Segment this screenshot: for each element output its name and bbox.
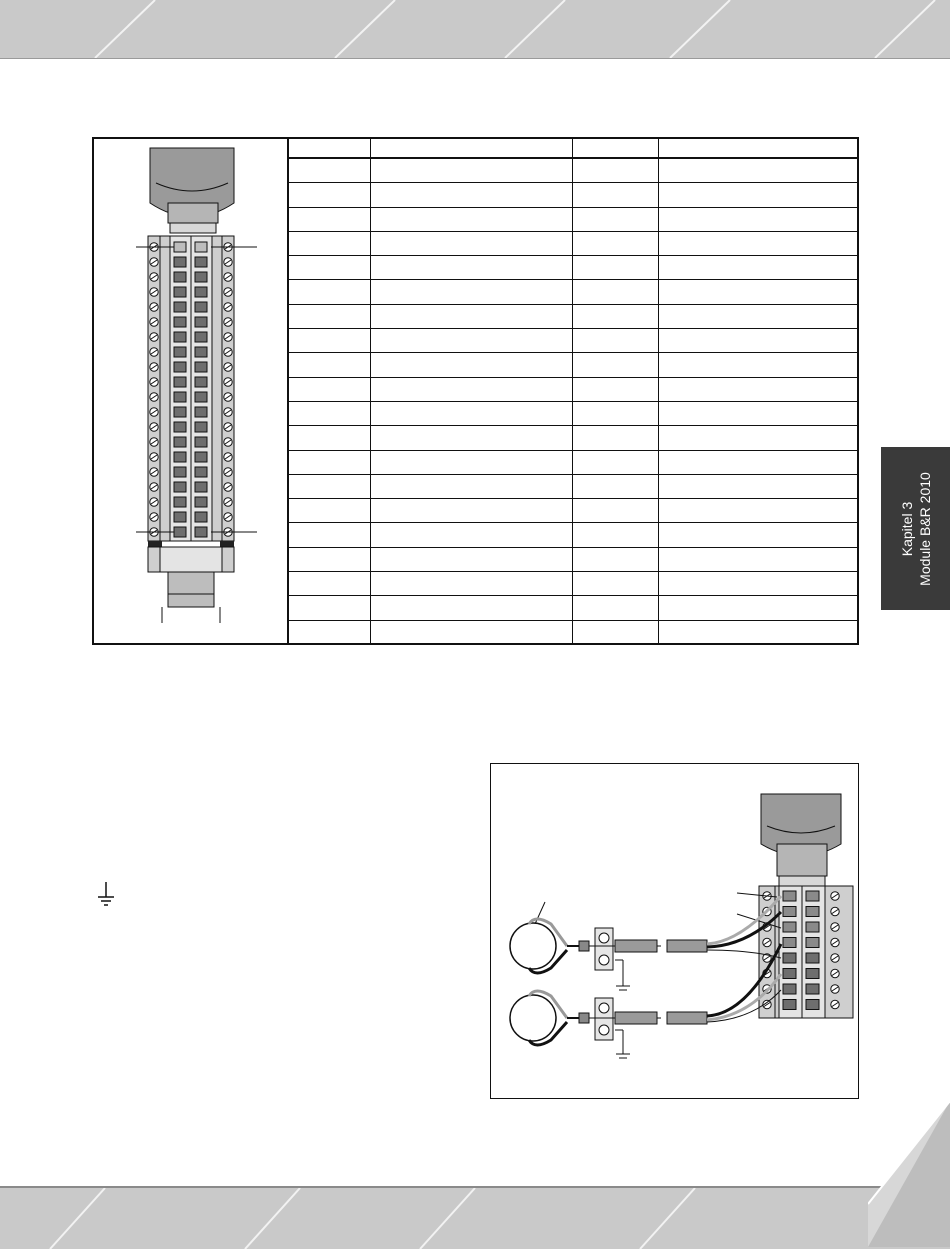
pin-table-cell bbox=[370, 547, 572, 571]
table-row bbox=[287, 183, 857, 207]
pin-table-cell bbox=[370, 329, 572, 353]
pin-table-cell bbox=[658, 353, 857, 377]
sensor-wiring-diagram bbox=[491, 764, 858, 1098]
pin-table-cell bbox=[370, 207, 572, 231]
terminal-contact bbox=[195, 287, 207, 297]
pin-table-cell bbox=[287, 158, 370, 183]
pin-table-cell bbox=[572, 329, 658, 353]
terminal-contact bbox=[174, 317, 186, 327]
terminal-contact bbox=[783, 969, 796, 979]
terminal-contact bbox=[195, 302, 207, 312]
terminal-contact bbox=[195, 497, 207, 507]
pin-table-cell bbox=[287, 572, 370, 596]
table-row bbox=[287, 231, 857, 255]
pin-table-cell bbox=[287, 280, 370, 304]
table-row bbox=[287, 207, 857, 231]
pin-table-cell bbox=[287, 474, 370, 498]
terminal-contact bbox=[174, 467, 186, 477]
pin-table-header-cell bbox=[287, 139, 370, 158]
pin-table-cell bbox=[370, 620, 572, 644]
pin-table-cell bbox=[658, 547, 857, 571]
terminal-contact bbox=[806, 953, 819, 963]
pin-table-cell bbox=[572, 207, 658, 231]
wiring-diagram-figure bbox=[490, 763, 859, 1099]
terminal-contact bbox=[174, 422, 186, 432]
pin-table-cell bbox=[658, 572, 857, 596]
pin-table-cell bbox=[658, 474, 857, 498]
terminal-contact bbox=[195, 392, 207, 402]
pin-table-cell bbox=[287, 304, 370, 328]
terminal-contact bbox=[174, 302, 186, 312]
footer-stripes bbox=[0, 1188, 950, 1249]
table-row bbox=[287, 620, 857, 644]
pin-assignment-figure bbox=[92, 137, 859, 645]
terminal-contact bbox=[195, 317, 207, 327]
pin-table-cell bbox=[370, 572, 572, 596]
pin-table-cell bbox=[572, 280, 658, 304]
terminal-contact bbox=[806, 938, 819, 948]
terminal-contact bbox=[195, 257, 207, 267]
terminal-contact bbox=[174, 482, 186, 492]
pin-table-cell bbox=[572, 572, 658, 596]
table-row bbox=[287, 329, 857, 353]
pin-table-cell bbox=[370, 353, 572, 377]
table-row bbox=[287, 547, 857, 571]
table-row bbox=[287, 499, 857, 523]
terminal-contact bbox=[783, 891, 796, 901]
pin-table-cell bbox=[658, 426, 857, 450]
terminal-contact bbox=[174, 437, 186, 447]
page-corner bbox=[868, 1101, 950, 1247]
pin-table-cell bbox=[370, 231, 572, 255]
terminal-contact bbox=[174, 497, 186, 507]
pin-table-cell bbox=[370, 304, 572, 328]
pin-table-cell bbox=[287, 231, 370, 255]
pin-table-cell bbox=[572, 183, 658, 207]
pin-table-cell bbox=[370, 377, 572, 401]
terminal-contact bbox=[195, 527, 207, 537]
pin-table-cell bbox=[572, 304, 658, 328]
pin-table-cell bbox=[572, 401, 658, 425]
table-row bbox=[287, 572, 857, 596]
pin-table-cell bbox=[370, 596, 572, 620]
terminal-contact bbox=[174, 512, 186, 522]
pin-table-cell bbox=[572, 620, 658, 644]
terminal-contact bbox=[806, 969, 819, 979]
table-row bbox=[287, 523, 857, 547]
pin-table-cell bbox=[658, 280, 857, 304]
terminal-contact bbox=[195, 422, 207, 432]
pin-table-header-cell bbox=[572, 139, 658, 158]
pin-table-cell bbox=[572, 377, 658, 401]
pin-table-cell bbox=[370, 523, 572, 547]
pin-table-cell bbox=[658, 304, 857, 328]
header-band bbox=[0, 0, 950, 59]
pin-table-header-cell bbox=[658, 139, 857, 158]
pin-table-cell bbox=[370, 426, 572, 450]
terminal-contact bbox=[783, 984, 796, 994]
pin-table-cell bbox=[370, 158, 572, 183]
pin-table-header bbox=[287, 139, 857, 158]
pin-table-cell bbox=[658, 231, 857, 255]
pin-table-cell bbox=[658, 329, 857, 353]
terminal-contact bbox=[783, 938, 796, 948]
table-row bbox=[287, 158, 857, 183]
pin-table-cell bbox=[287, 207, 370, 231]
table-row bbox=[287, 426, 857, 450]
terminal-contact bbox=[174, 362, 186, 372]
terminal-contact bbox=[195, 242, 207, 252]
pin-table-cell bbox=[287, 547, 370, 571]
pin-table-cell bbox=[572, 426, 658, 450]
table-row bbox=[287, 304, 857, 328]
terminal-contact bbox=[195, 482, 207, 492]
table-row bbox=[287, 280, 857, 304]
table-row bbox=[287, 474, 857, 498]
pin-table-cell bbox=[572, 523, 658, 547]
pin-table-header-cell bbox=[370, 139, 572, 158]
ground-symbol-icon bbox=[96, 880, 116, 910]
pin-table-cell bbox=[572, 474, 658, 498]
table-row bbox=[287, 401, 857, 425]
pin-table-cell bbox=[287, 183, 370, 207]
footer-band bbox=[0, 1186, 950, 1249]
pin-table-cell bbox=[658, 401, 857, 425]
terminal-contact bbox=[195, 407, 207, 417]
pin-table-cell bbox=[287, 499, 370, 523]
terminal-contact bbox=[806, 907, 819, 917]
pin-table bbox=[287, 139, 857, 644]
terminal-contact bbox=[806, 891, 819, 901]
pin-table-cell bbox=[370, 401, 572, 425]
pin-table-cell bbox=[287, 401, 370, 425]
pin-table-cell bbox=[370, 499, 572, 523]
terminal-contact bbox=[195, 437, 207, 447]
pin-table-cell bbox=[287, 450, 370, 474]
terminal-contact bbox=[195, 347, 207, 357]
terminal-contact bbox=[174, 347, 186, 357]
terminal-contact bbox=[174, 257, 186, 267]
terminal-contact bbox=[783, 953, 796, 963]
terminal-contact bbox=[174, 272, 186, 282]
pin-table-cell bbox=[572, 499, 658, 523]
terminal-contact bbox=[174, 332, 186, 342]
terminal-contact bbox=[195, 377, 207, 387]
pin-table-cell bbox=[658, 183, 857, 207]
connector-cell bbox=[94, 139, 289, 643]
pin-table-cell bbox=[287, 596, 370, 620]
pin-table-cell bbox=[370, 474, 572, 498]
pin-table-cell bbox=[658, 256, 857, 280]
chapter-title: Module B&R 2010 bbox=[916, 471, 933, 586]
pin-table-cell bbox=[572, 596, 658, 620]
pin-table-cell bbox=[572, 547, 658, 571]
terminal-contact bbox=[174, 287, 186, 297]
pin-table-cell bbox=[658, 377, 857, 401]
terminal-contact bbox=[195, 272, 207, 282]
pin-table-cell bbox=[658, 499, 857, 523]
pin-table-cell bbox=[658, 596, 857, 620]
pin-table-cell bbox=[572, 353, 658, 377]
pin-table-cell bbox=[658, 620, 857, 644]
pin-table-cell bbox=[370, 256, 572, 280]
terminal-contact bbox=[174, 527, 186, 537]
table-row bbox=[287, 596, 857, 620]
pin-table-cell bbox=[572, 256, 658, 280]
pin-table-cell bbox=[658, 523, 857, 547]
pin-table-cell bbox=[572, 158, 658, 183]
pin-table-cell bbox=[572, 450, 658, 474]
pin-table-cell bbox=[287, 426, 370, 450]
pin-table-cell bbox=[287, 620, 370, 644]
terminal-contact bbox=[174, 392, 186, 402]
header-stripes bbox=[0, 0, 950, 58]
pin-table-cell bbox=[370, 183, 572, 207]
terminal-contact bbox=[806, 984, 819, 994]
terminal-contact bbox=[174, 407, 186, 417]
terminal-contact bbox=[783, 1000, 796, 1010]
terminal-block-icon bbox=[94, 139, 287, 643]
pin-table-cell bbox=[287, 329, 370, 353]
pin-table-cell bbox=[287, 256, 370, 280]
terminal-contact bbox=[174, 242, 186, 252]
pin-table-cell bbox=[658, 158, 857, 183]
pin-table-cell bbox=[370, 450, 572, 474]
terminal-contact bbox=[174, 377, 186, 387]
terminal-contact bbox=[174, 452, 186, 462]
terminal-contact bbox=[195, 362, 207, 372]
terminal-contact bbox=[806, 1000, 819, 1010]
table-row bbox=[287, 450, 857, 474]
pin-table-cell bbox=[658, 450, 857, 474]
pin-table-cell bbox=[572, 231, 658, 255]
pin-table-cell bbox=[287, 377, 370, 401]
table-row bbox=[287, 256, 857, 280]
terminal-contact bbox=[195, 467, 207, 477]
table-row bbox=[287, 377, 857, 401]
terminal-contact bbox=[806, 922, 819, 932]
terminal-contact bbox=[783, 922, 796, 932]
terminal-contact bbox=[195, 512, 207, 522]
terminal-contact bbox=[783, 907, 796, 917]
pin-table-cell bbox=[370, 280, 572, 304]
chapter-side-tab bbox=[881, 447, 950, 610]
chapter-label: Kapitel 3 bbox=[898, 501, 915, 556]
pin-table-cell bbox=[287, 523, 370, 547]
pin-table-cell bbox=[287, 353, 370, 377]
terminal-contact bbox=[195, 332, 207, 342]
terminal-contact bbox=[195, 452, 207, 462]
pin-table-cell bbox=[658, 207, 857, 231]
table-row bbox=[287, 353, 857, 377]
